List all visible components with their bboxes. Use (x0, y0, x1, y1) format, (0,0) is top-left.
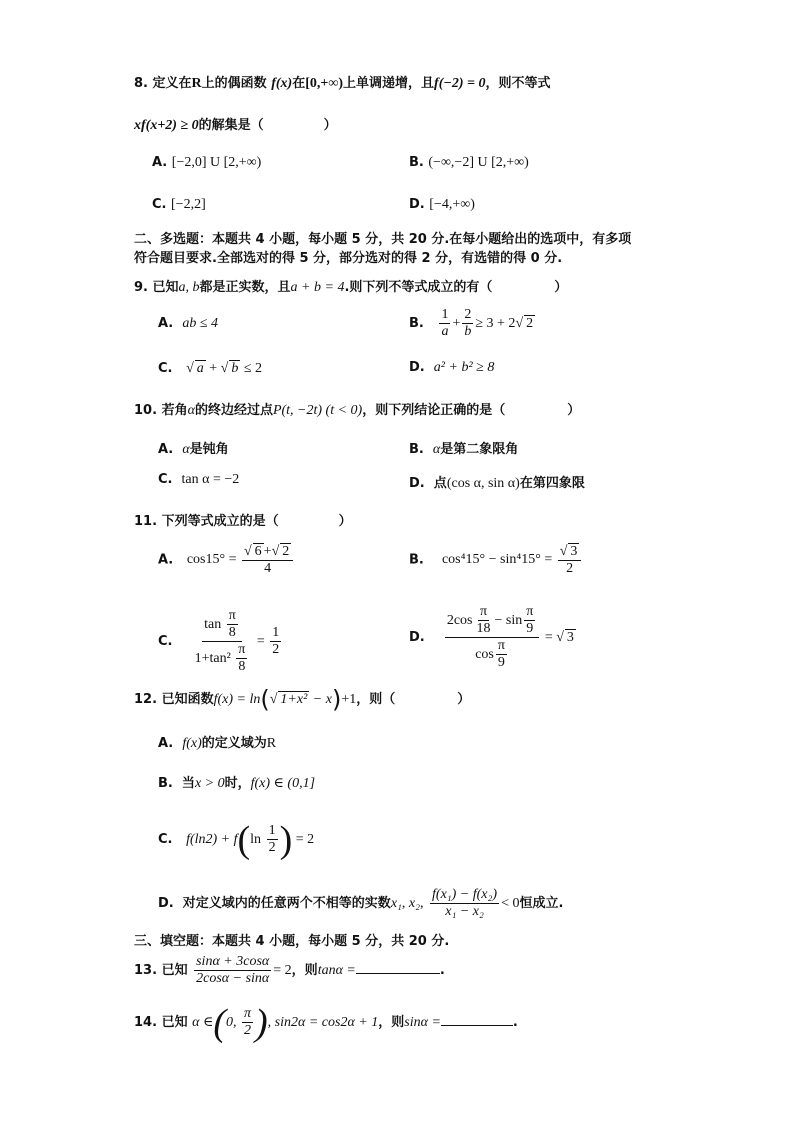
q9-option-b: B. $\frac{1}{a}$ + $\frac{2}{b}$ ≥ 3 + 2√ 2 (409, 307, 534, 340)
q14-answer-blank[interactable] (441, 1013, 513, 1026)
q12-option-d: D. 对定义域内的任意两个不相等的实数x₁, x₂, $\frac{\text{f(x₁) − f(x₂)}}{\text{x₁ − x₂}}$ < 0恒成立. (158, 887, 564, 920)
q10-stem: 10. 若角α的终边经过点P(t, −2t) (t < 0)，则下列结论正确的是（ ） (134, 403, 581, 418)
q11-option-a: A. cos15° = $\frac{√ 6 +√ 2}{4}$ (158, 543, 295, 577)
q10-option-c: C. tan α = −2 (158, 472, 240, 487)
q10-option-a: A. α是钝角 (158, 442, 229, 457)
q11-option-b: B. cos⁴15° − sin⁴15° = $\frac{√ 3}{2}$ (409, 543, 583, 577)
q11-option-d: D. 2cos $\frac{\pi}{18}$ − sin $\frac{\pi}{9}$ cos $\frac{\pi}{9}$ = √ 3 (409, 604, 574, 671)
q10-option-d: D. 点(cos α, sin α)在第四象限 (409, 476, 585, 491)
q13-answer-blank[interactable] (356, 961, 440, 974)
q12-option-a: A. f(x)的定义域为R (158, 736, 277, 751)
q8-number: 8. (134, 76, 148, 91)
q12-option-c: C. f(ln2) + f(ln $\frac{1}{2}$ ) = 2 (158, 818, 315, 861)
q8-option-c: C. [−2,2] (152, 197, 206, 212)
section2-heading: 二、多选题：本题共 4 小题，每小题 5 分，共 20 分.在每小题给出的选项中，有多项 (134, 232, 632, 247)
section3-heading: 三、填空题：本题共 4 小题，每小题 5 分，共 20 分. (134, 934, 450, 949)
q13-stem: 13. 已知 $\frac{\sin\alpha + 3\cos\alpha}{2\cos\alpha - \sin\alpha}$ = 2，则tanα = . (134, 954, 445, 987)
q8-option-b: B. (−∞,−2] U [2,+∞) (409, 155, 529, 170)
q12-option-b: B. 当x > 0时，f(x) ∈ (0,1] (158, 776, 316, 791)
q9-option-c: C. √ a + √ b ≤ 2 (158, 361, 263, 376)
q10-option-b: B. α是第二象限角 (409, 442, 519, 457)
q11-option-c: C. tan $\frac{\pi}{8}$ 1+tan² $\frac{\pi}{8}$ = $\frac{1}{2}$ (158, 608, 280, 675)
q12-stem: 12. 已知函数f(x) = ln(√ 1+x² − x)+1，则（ ） (134, 685, 471, 714)
q8-line2: xf(x+2) ≥ 0的解集是（ ） (134, 118, 337, 133)
section2-heading-line2: 符合题目要求.全部选对的得 5 分，部分选对的得 2 分，有选错的得 0 分. (134, 251, 563, 266)
q9-option-d: D. a² + b² ≥ 8 (409, 360, 495, 375)
q11-stem: 11. 下列等式成立的是（ ） (134, 514, 352, 529)
q8-option-a: A. [−2,0] U [2,+∞) (152, 155, 262, 170)
q8-option-d: D. [−4,+∞) (409, 197, 475, 212)
q9-option-a: A. ab ≤ 4 (158, 316, 218, 331)
q14-stem: 14. 已知 α ∈(0, $\frac{\pi}{2}$ ), sin2α = cos2α + 1，则sinα = . (134, 1001, 518, 1044)
q8-line1: 8. 定义在R上的偶函数 f(x)在[0,+∞)上单调递增，且f(−2) = 0，则不等式 (134, 76, 551, 91)
q9-stem: 9. 已知a, b都是正实数，且a + b = 4.则下列不等式成立的有（ ） (134, 280, 568, 295)
